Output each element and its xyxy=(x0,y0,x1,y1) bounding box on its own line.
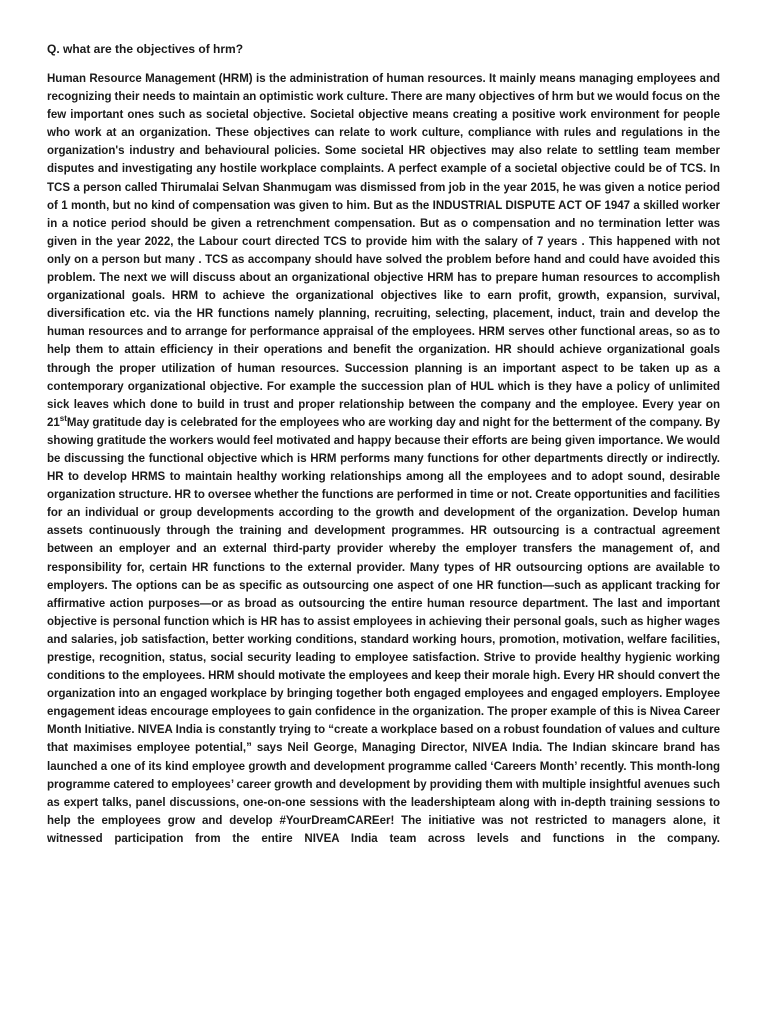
paragraph-text-part2: May gratitude day is celebrated for the employees who are working day and night for the betterment of the company. By showing gratitude the workers would feel motivated and happy because their efforts are being given importance. We would be discussing the functional objective which is HRM performs many functions for other departments directly or indirectly. HR to develop HRMS to maintain healthy working relationships among all the employees and to adopt sound, desirable organization structure. HR to oversee whether the functions are performed in time or not. Create opportunities and facilities for an individual or group developments according to the growth and development of the organization. Develop human assets continuously through the training and development programmes. HR outsourcing is a contractual agreement between an employer and an external third-party provider whereby the employer transfers the management of, and responsibility for, certain HR functions to the external provider. Many types of HR outsourcing options are available to employers. The options can be as specific as outsourcing one aspect of one HR function—such as applicant tracking for affirmative action purposes—or as broad as outsourcing the entire human resource department. The last and important objective is personal function which is HR has to assist employees in achieving their personal goals, such as higher wages and salaries, job satisfaction, better working conditions, standard working hours, promotion, motivation, welfare facilities, prestige, recognition, status, social security leading to employee satisfaction. Strive to provide healthy hygienic working conditions to the employees. HRM should motivate the employees and keep their morale high. Every HR should convert the organization into an engaged workplace by bringing together both engaged employees and engaged employers. Employee engagement ideas encourage employees to gain confidence in the organization. The proper example of this is Nivea Career Month Initiative. NIVEA India is constantly trying to “create a workplace based on a robust foundation of values and culture that maximises employee potential,” says Neil George, Managing Director, NIVEA India. The Indian skincare brand has launched a one of its kind employee growth and development programme called ‘Careers Month’ recently. This month-long programme catered to employees’ career growth and development by providing them with multiple insightful avenues such as expert talks, panel discussions, one-on-one sessions with the leadershipteam along with in-depth training sessions to help the employees grow and develop #YourDreamCAREer! The initiative was not restricted to managers alone, it witnessed participation from the entire NIVEA India team across levels and functions in the company. xyxy=(47,416,720,845)
date-ordinal-superscript: st xyxy=(59,413,67,423)
paragraph-text-part1: Human Resource Management (HRM) is the administration of human resources. It mainly means managing employees and recognizing their needs to maintain an optimistic work culture. There are many objectives of hrm but we would focus on the few important ones such as societal objective. Societal objective means creating a positive work environment for people who work at an organization. These objectives can relate to work culture, compliance with rules and regulations in the organization's industry and behavioural policies. Some societal HR objectives may also relate to settling team member disputes and investigating any hostile workplace complaints. A perfect example of a societal objective could be of TCS. In TCS a person called Thirumalai Selvan Shanmugam was dismissed from job in the year 2015, he was given a notice period of 1 month, but no kind of compensation was given to him. But as the INDUSTRIAL DISPUTE ACT OF 1947 a skilled worker in a notice period should be given a retrenchment compensation. But as o compensation and no termination letter was given in the year 2022, the Labour court directed TCS to provide him with the salary of 7 years . This happened with not only on a person but many . TCS as accompany should have solved the problem before hand and could have avoided this problem. The next we will discuss about an organizational objective HRM has to prepare human resources to accomplish organizational goals. HRM to achieve the organizational objectives like to earn profit, growth, expansion, survival, diversification etc. via the HR functions namely planning, recruiting, selecting, placement, induct, train and develop the human resources and to arrange for performance appraisal of the employees. HRM serves other functional areas, so as to help them to attain efficiency in their operations and benefit the organization. HR should achieve organizational goals through the proper utilization of human resources. Succession planning is an important aspect to be taken up as a contemporary organizational objective. For example the succession plan of HUL which is they have a policy of unlimited sick leaves which done to build in trust and proper relationship between the company and the employee. Every year on 21 xyxy=(47,73,720,429)
question-heading: Q. what are the objectives of hrm? xyxy=(47,42,244,56)
answer-paragraph xyxy=(47,70,720,848)
document-page xyxy=(47,40,720,848)
